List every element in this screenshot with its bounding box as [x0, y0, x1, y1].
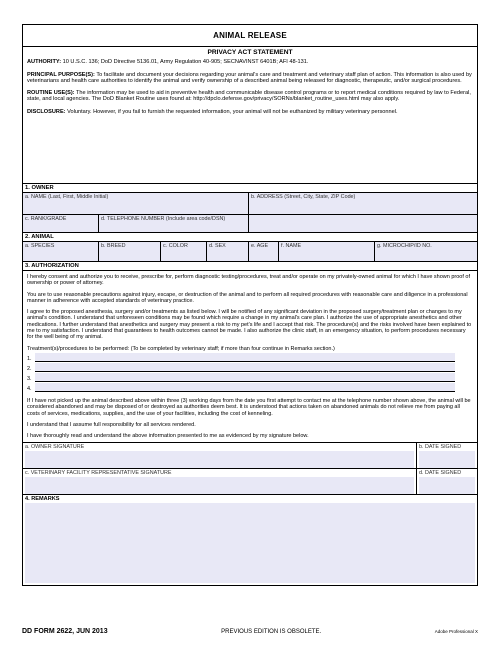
animal-row — [23, 242, 477, 262]
color-field[interactable] — [161, 242, 207, 261]
privacy-act-statement — [23, 47, 477, 184]
routine-label: ROUTINE USE(S): — [27, 90, 75, 97]
species-label: a. SPECIES — [25, 243, 55, 249]
auth-paragraph-2: You are to use reasonable precautions against injury, escape, or destruction of the animal and to perform all required procedures with reasonable care and diligence in a professional manner in adherence with accepted standards of veterinary practice. — [27, 291, 468, 304]
breed-label: b. BREED — [101, 243, 126, 249]
owner-signature-cell — [23, 443, 417, 468]
auth-paragraph-1: I hereby consent and authorize you to receive, prescribe for, perform diagnostic testing/procedures, treat and/or operate on my privately-owned animal for which I have shown proof of ownership or power of attorney. — [27, 274, 470, 287]
owner-date-label: b. DATE SIGNED — [419, 444, 462, 451]
treatment-line-2 — [27, 362, 473, 372]
form-number: DD FORM 2622, JUN 2013 — [22, 628, 108, 635]
vet-signature-cell — [23, 469, 417, 494]
vet-signature-label: c. VETERINARY FACILITY REPRESENTATIVE SIGNATURE — [25, 470, 172, 477]
age-field[interactable] — [249, 242, 279, 261]
vet-date-field[interactable] — [419, 477, 475, 494]
microchip-field[interactable] — [375, 242, 477, 261]
purpose-paragraph — [27, 72, 473, 85]
privacy-heading: PRIVACY ACT STATEMENT — [207, 49, 293, 56]
auth-paragraph-3: I agree to the proposed anesthesia, surgery and/or treatments as listed below. I will be notified of any significant deviation in the proposed surgery/treatment plan or changes to my animal's condition. I understand that unforeseen conditions may be found which require a change in my animal's care plan. I authorize the use of appropriate anesthetics and other medications. I further understand that anesthetics and surgery may present a risk to my pet's life and I accept that risk. The procedure(s) and the risks involved have been explained to me to my satisfaction. I understand that guarantees to health outcomes cannot be made. I also authorize the clinic staff, in an emergency situation, to perform procedures necessary for the well being of my animal. — [27, 309, 472, 341]
auth-paragraph-5: I understand that I assume full responsibility for all services rendered. — [27, 421, 196, 428]
animal-section-heading: 2. ANIMAL — [23, 233, 477, 242]
authority-text: 10 U.S.C. 136; DoD Directive 5136.01, Army Regulation 40-905; SECNAVINST 6401B; AFI 48-131. — [62, 59, 309, 66]
treatment-number: 2. — [27, 365, 32, 372]
previous-edition-note: PREVIOUS EDITION IS OBSOLETE. — [221, 628, 322, 635]
authorization-body — [23, 271, 477, 443]
disclosure-paragraph — [27, 109, 473, 115]
disclosure-text: Voluntary. However, if you fail to furnish the requested information, your animal will not be euthanized by military veterinary personnel. — [67, 108, 398, 115]
authority-paragraph — [27, 59, 473, 65]
vet-date-cell — [417, 469, 477, 494]
treatment-input-1[interactable] — [35, 353, 455, 362]
treatment-input-3[interactable] — [35, 373, 455, 382]
auth-paragraph-4: If I have not picked up the animal described above within three (3) working days from the date you first attempt to contact me at the telephone number shown above, the animal will be considered abandoned and may be disposed of or destroyed as authorities deem best. It is understood that actions taken on abandoned animals do not relieve me from paying all costs of services, medications, supplies, and the use of your facilities, including the cost of kenneling. — [27, 397, 471, 417]
owner-date-field[interactable] — [419, 451, 475, 468]
rank-grade-label: c. RANK/GRADE — [25, 216, 67, 222]
sex-label: d. SEX — [209, 243, 226, 249]
purpose-label: PRINCIPAL PURPOSE(S): — [27, 71, 95, 78]
treatment-line-4 — [27, 382, 473, 392]
sex-field[interactable] — [207, 242, 249, 261]
owner-signature-row — [23, 443, 477, 469]
color-label: c. COLOR — [163, 243, 188, 249]
owner-address-label: b. ADDRESS (Street, City, State, ZIP Code) — [251, 194, 356, 200]
routine-text: The information may be used to aid in preventive health and communicable disease control programs or to report medical conditions required by law to Federal, state, and local agencies. The DoD Blanket Routine uses found at: http://dpclo.defense.gov/privacy/SORNs/blanket_routine_uses.html may also apply. — [27, 90, 471, 103]
disclosure-label: DISCLOSURE: — [27, 108, 66, 115]
owner-name-label: a. NAME (Last, First, Middle Initial) — [25, 194, 109, 200]
authority-label: AUTHORITY: — [27, 59, 62, 66]
treatment-label: Treatment(s)/procedures to be performed: (To be completed by veterinary staff; if more than four continue in Remarks section.) — [27, 345, 335, 352]
owner-date-cell — [417, 443, 477, 468]
owner-section-heading: 1. OWNER — [23, 184, 477, 193]
vet-signature-row — [23, 469, 477, 495]
owner-signature-field[interactable] — [25, 451, 414, 468]
purpose-text: To facilitate and document your decisions regarding your animal's care and treatment and veterinary staff plan of action. This information is also used by veterinarians and health care authorities to identify the animal and verify ownership of a described animal being released for diagnostic, therapeutic, and/or surgical procedures. — [27, 71, 472, 84]
remarks-section — [23, 495, 477, 585]
treatment-input-4[interactable] — [35, 383, 455, 392]
animal-name-label: f. NAME — [281, 243, 302, 249]
telephone-field[interactable] — [99, 215, 249, 232]
auth-paragraph-6: I have thoroughly read and understand the above information presented to me as evidenced by my signature below. — [27, 433, 309, 440]
form-title: ANIMAL RELEASE — [23, 25, 477, 47]
treatment-input-2[interactable] — [35, 363, 455, 372]
owner-address-field[interactable] — [249, 193, 477, 214]
treatment-line-3 — [27, 372, 473, 382]
species-field[interactable] — [23, 242, 99, 261]
routine-paragraph — [27, 90, 473, 103]
telephone-label: d. TELEPHONE NUMBER (Include area code/DSN) — [101, 216, 226, 222]
treatment-number: 3. — [27, 375, 32, 382]
rank-grade-field[interactable] — [23, 215, 99, 232]
remarks-field[interactable] — [25, 503, 475, 583]
software-note: Adobe Professional X — [434, 629, 478, 634]
treatment-line-1 — [27, 352, 473, 362]
owner-signature-label: a. OWNER SIGNATURE — [25, 444, 85, 451]
breed-field[interactable] — [99, 242, 161, 261]
form-footer — [22, 628, 478, 635]
age-label: e. AGE — [251, 243, 269, 249]
authorization-section-heading: 3. AUTHORIZATION — [23, 262, 477, 271]
microchip-label: g. MICROCHIP/ID NO. — [377, 243, 432, 249]
treatment-number: 4. — [27, 385, 32, 392]
owner-row-2 — [23, 215, 477, 233]
owner-name-field[interactable] — [23, 193, 249, 214]
vet-date-label: d. DATE SIGNED — [419, 470, 462, 477]
vet-signature-field[interactable] — [25, 477, 414, 494]
remarks-label: 4. REMARKS — [25, 496, 60, 503]
animal-name-field[interactable] — [279, 242, 375, 261]
treatment-number: 1. — [27, 355, 32, 362]
owner-address-continued[interactable] — [249, 215, 477, 232]
animal-release-form — [22, 24, 478, 586]
owner-row-1 — [23, 193, 477, 215]
